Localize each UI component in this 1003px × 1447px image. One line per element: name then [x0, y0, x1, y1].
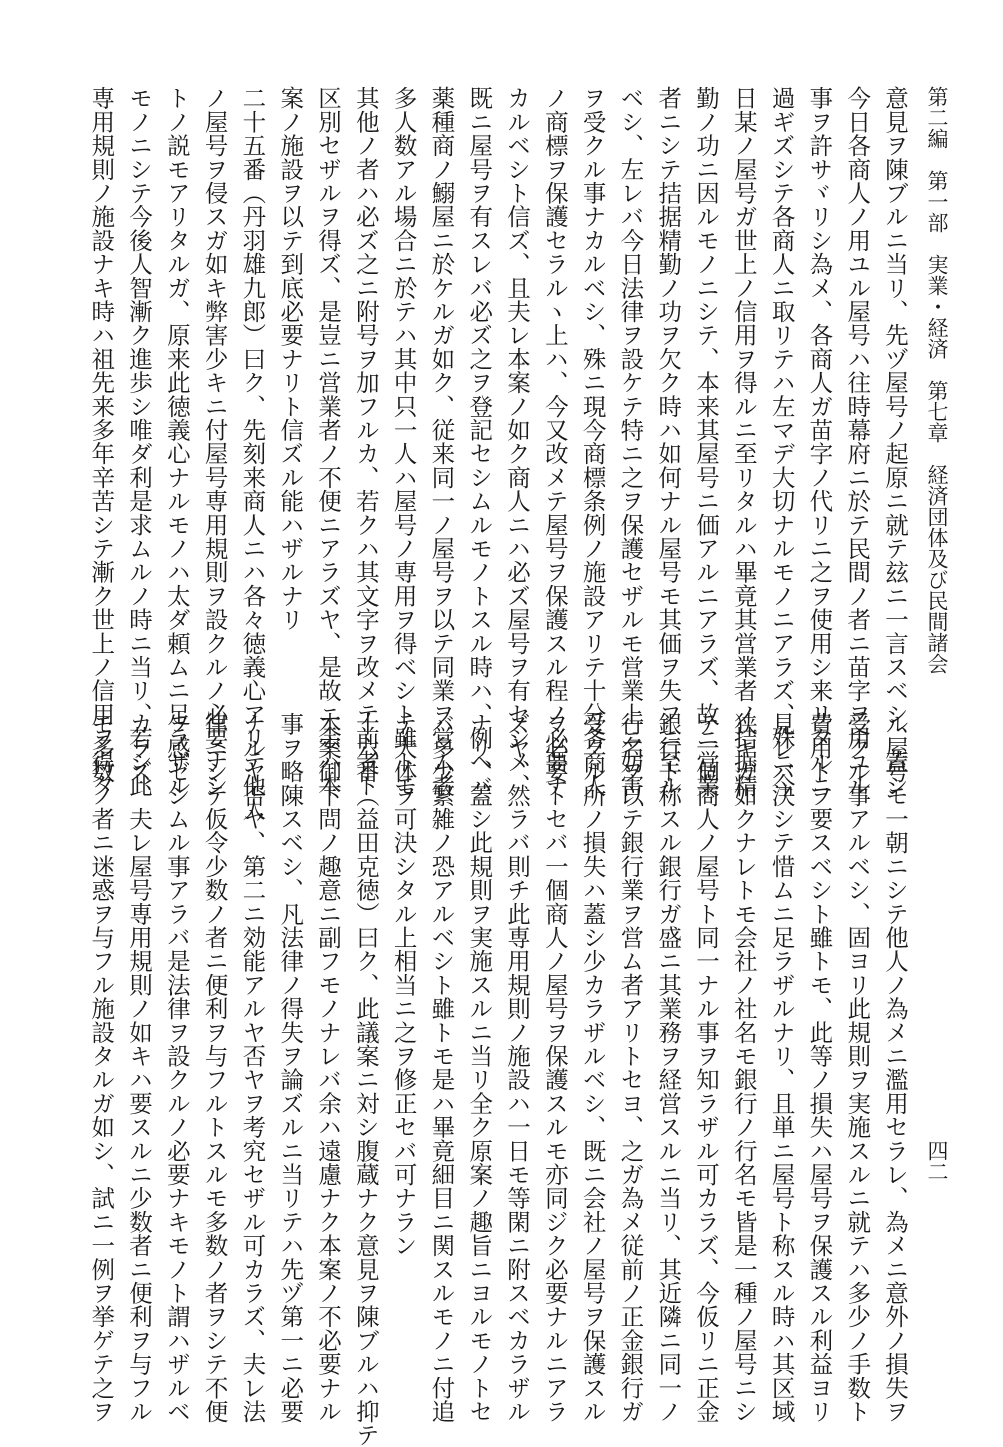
text-column: 専用規則ノ施設ナキ時ハ祖先来多年辛苦シテ漸ク世上ノ信用ヲ得タ — [87, 86, 116, 797]
text-column: カルベシト信ズ、且夫レ本案ノ如ク商人ニハ必ズ屋号ヲ有セシメ、 — [503, 86, 531, 797]
text-column: 既ニ屋号ヲ有スレバ必ズ之ヲ登記セシムルモノトスル時ハ、例ヘバ — [465, 86, 494, 797]
text-column: トノ説モアリタルガ、原来此徳義心ナルモノハ太ダ頼ムニ足ラザル — [162, 86, 191, 797]
text-column: ノ商標ヲ保護セラルヽ上ハ、今又改メテ屋号ヲ保護スル程ノ必要ナ — [540, 86, 569, 798]
text-column: バ多少繁雑ノ恐アルベシト雖トモ是ハ畢竟細目ニ関スルモノニ付追 — [427, 712, 456, 1423]
text-column: 日某ノ屋号ガ世上ノ信用ヲ得ルニ至リタルハ畢竟其営業者ノ拮据精 — [729, 86, 758, 797]
text-column: 律ニシテ仮令少数ノ者ニ便利ヲ与フルトスルモ多数ノ者ヲシテ不便 — [200, 712, 229, 1423]
text-column: カラズ、夫レ屋号専用規則ノ如キハ要スルニ少数者ニ便利ヲ与フル — [125, 712, 153, 1423]
text-column: 銀行ト称スル銀行ガ盛ニ其業務ヲ経営スルニ当リ、其近隣ニ同一ノ — [654, 712, 683, 1423]
text-column: 受クル所ノ損失ハ蓋シ少カラザルベシ、既ニ会社ノ屋号ヲ保護スル — [578, 712, 607, 1423]
text-column: ナルヤ否ヤ、第二ニ効能アルヤ否ヤヲ考究セザル可カラズ、夫レ法 — [238, 712, 267, 1423]
text-column: 区別セザルヲ得ズ、是豈ニ営業者ノ不便ニアラズヤ、是故ニ余ハ本 — [314, 86, 342, 797]
text-column: ナリ、蓋シ此規則ヲ実施スルニ当リ全ク原案ノ趣旨ニヨルモノトセ — [465, 712, 494, 1423]
text-column: テ一個商人ノ屋号ト同一ナル事ヲ知ラザル可カラズ、今仮リニ正金 — [692, 712, 720, 1423]
text-column: 薬種商ノ鰯屋ニ於ケルガ如ク、従来同一ノ屋号ヲ以テ同業ヲ営ム者 — [427, 86, 456, 797]
text-column: 狭キガ如クナレトモ会社ノ社名モ銀行ノ行名モ皆是一種ノ屋号ニシ — [729, 712, 758, 1423]
text-column: 十六番（益田克徳）曰ク、此議案ニ対シ腹蔵ナク意見ヲ陳ブルハ抑テ — [351, 712, 380, 1447]
page-number: 四二 — [925, 1140, 949, 1182]
text-column: ズヤ、然ラバ則チ此専用規則ノ施設ハ一日モ等閑ニ附スベカラザル — [503, 712, 531, 1423]
text-column: ヲ必要トセバ一個商人ノ屋号ヲ保護スルモ亦同ジク必要ナルニアラ — [540, 712, 569, 1423]
text-column: 勤ノ功ニ因ルモノニシテ、本来其屋号ニ価アルニアラズ、故ニ営業 — [692, 86, 720, 797]
text-column: 見レバ決シテ惜ムニ足ラザルナリ、且単ニ屋号ト称スル時ハ其区域 — [767, 712, 796, 1423]
text-column: ベシ、左レバ今日法律ヲ設ケテ特ニ之ヲ保護セザルモ営業上ニ妨害 — [616, 86, 645, 797]
text-column: 者ニシテ拮据精勤ノ功ヲ欠ク時ハ如何ナル屋号モ其価ヲ失フニ至ル — [654, 86, 683, 797]
text-column: 意見ヲ陳ブルニ当リ、先ヅ屋号ノ起原ニ就テ玆ニ一言スベシ、蓋シ — [881, 86, 909, 797]
text-column: 二十五番（丹羽雄九郎）曰ク、先刻来商人ニハ各々徳義心アリテ他人 — [238, 86, 267, 821]
text-column: テ大体ヲ可決シタル上相当ニ之ヲ修正セバ可ナラン — [389, 712, 418, 1258]
text-column: 事ヲ略陳スベシ、凡法律ノ得失ヲ論ズルニ当リテハ先ヅ第一ニ必要 — [276, 712, 305, 1423]
text-column: ル屋号モ一朝ニシテ他人ノ為メニ濫用セラレ、為メニ意外ノ損失ヲ — [881, 712, 909, 1423]
text-column: モノニシテ今後人智漸ク進歩シ唯ダ利是求ムルノ時ニ当リ、若シ此 — [125, 86, 153, 797]
text-column: ヲ感ゼシムル事アラバ是法律ヲ設クルノ必要ナキモノト謂ハザルベ — [162, 712, 191, 1423]
text-column: 今日各商人ノ用ユル屋号ハ往時幕府ニ於テ民間ノ者ニ苗字ヲ用ユル — [843, 86, 872, 797]
text-column: 費用トヲ要スベシト雖トモ、此等ノ損失ハ屋号ヲ保護スル利益ヨリ — [805, 712, 834, 1423]
text-column: 案ノ施設ヲ以テ到底必要ナリト信ズル能ハザルナリ — [276, 86, 305, 632]
text-column: ヲ受クル事ナカルベシ、殊ニ現今商標条例ノ施設アリテ十分各商人 — [578, 86, 607, 797]
text-column: モ多数ノ者ニ迷惑ヲ与フル施設タルガ如シ、試ニ一例ヲ挙ゲテ之ヲ — [87, 712, 116, 1423]
text-column: 受クル事アルベシ、固ヨリ此規則ヲ実施スルニ就テハ多少ノ手数ト — [843, 712, 872, 1423]
running-header: 第二編 第一部 実業・経済 第七章 経済団体及び民間諸会 — [925, 86, 949, 674]
text-column: 過ギズシテ各商人ニ取リテハ左マデ大切ナルモノニアラズ、殊ニ今 — [767, 86, 796, 797]
text-column: ノ屋号ヲ侵スガ如キ弊害少キニ付屋号専用規則ヲ設クルノ必要ナシ — [200, 86, 229, 797]
text-column: 本案御下問ノ趣意ニ副フモノナレバ余ハ遠慮ナク本案ノ不必要ナル — [314, 712, 342, 1423]
text-column: 多人数アル場合ニ於テハ其中只一人ハ屋号ノ専用ヲ得ベシト雖トモ — [389, 86, 418, 797]
text-column: 行名ヲ以テ銀行業ヲ営ム者アリトセヨ、之ガ為メ従前ノ正金銀行ガ — [616, 712, 645, 1423]
text-column: 其他ノ者ハ必ズ之ニ附号ヲ加フルカ、若クハ其文字ヲ改メテ前者ト — [351, 86, 380, 798]
text-column: 事ヲ許サヾリシ為メ、各商人ガ苗字ノ代リニ之ヲ使用シ来リタルニ — [805, 86, 834, 797]
